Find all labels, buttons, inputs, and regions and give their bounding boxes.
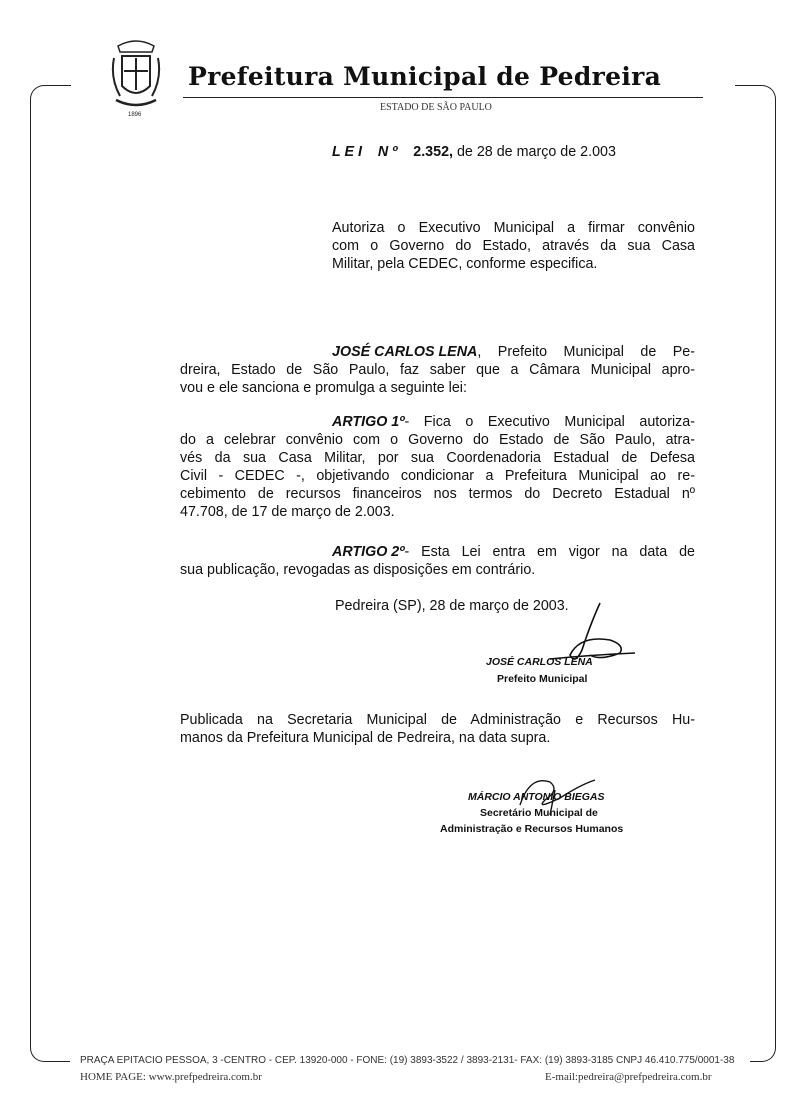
svg-text:1896: 1896 bbox=[128, 112, 142, 118]
mayor-signature bbox=[520, 595, 640, 685]
document-page: 1896 Prefeitura Municipal de Pedreira ESTADO DE SÃO PAULO L E I N º 2.352, de 28 de março de 2.003 Autoriza o Executivo Municipal a firmar convênio com o Governo do Estado, através da sua Casa Militar, pela CEDEC, conforme especifica. JOSÉ CARLOS LENA , Prefeito Municipal de Pe- dreira, Estado de São Paulo, faz saber que a Câmara Municipal apro- vou e ele sanciona e promulga a seguinte lei: ARTIGO 1º - Fica o Executivo Municipal autoriza- do a celebrar convênio com o Governo do Estado de São Paulo, atra- vés da sua Casa Militar, por sua Coordenadoria Estadual de Defesa Civil - CEDEC -, objetivando condicionar a Prefeitura Municipal ao re- cebimento de recursos financeiros nos termos do Decreto Estadual nº 47.708, de 17 de março de 2.003. ARTIGO 2º - Esta Lei entra em vigor na data de sua publicação, revogadas as disposições em contrário. Pedreira (SP), 28 de março de 2003. JOSÉ CARLOS LENA Prefeito Municipal Publicada na Secretaria Municipal de Administração e Recursos Hu- manos da Prefeitura Municipal de Pedreira, na data supra. MÁRCIO ANTONIO BIEGAS Secretário Municipal de Administração e Recursos Humanos PRAÇA EPITACIO PESSOA, 3 -CENTRO - CEP. 13920-000 - FONE: (19) 3893-3522 / 3893-2131- FAX: (19) 3893-3185 CNPJ 46.410.775/0001-38 HOME PAGE: www.prefpedreira.com.br E-mail:pedreira@prefpedreira.com.br bbox=[0, 0, 800, 1120]
law-heading: L E I N º 2.352, de 28 de março de 2.003 bbox=[332, 144, 616, 160]
place-date: Pedreira (SP), 28 de março de 2003. bbox=[335, 598, 569, 614]
signature2-role: Secretário Municipal de bbox=[480, 807, 598, 819]
page-frame-left bbox=[30, 85, 71, 1062]
header-rule bbox=[183, 97, 703, 98]
signature1-name: JOSÉ CARLOS LENA bbox=[486, 656, 593, 668]
coat-of-arms-logo bbox=[108, 38, 164, 118]
signature2-department: Administração e Recursos Humanos bbox=[440, 823, 624, 835]
signature2-name: MÁRCIO ANTONIO BIEGAS bbox=[468, 791, 605, 803]
footer-homepage: HOME PAGE: www.prefpedreira.com.br bbox=[80, 1071, 262, 1083]
signature1-role: Prefeito Municipal bbox=[497, 673, 588, 685]
footer-email: E-mail:pedreira@prefpedreira.com.br bbox=[545, 1071, 712, 1083]
page-frame-right bbox=[735, 85, 776, 1062]
header-title: Prefeitura Municipal de Pedreira bbox=[188, 62, 662, 91]
footer-address: PRAÇA EPITACIO PESSOA, 3 -CENTRO - CEP. 13920-000 - FONE: (19) 3893-3522 / 3893-2131- FAX: (19) 3893-3185 CNPJ 46.410.775/0001-38 bbox=[80, 1055, 735, 1066]
header-subtitle: ESTADO DE SÃO PAULO bbox=[380, 102, 492, 113]
